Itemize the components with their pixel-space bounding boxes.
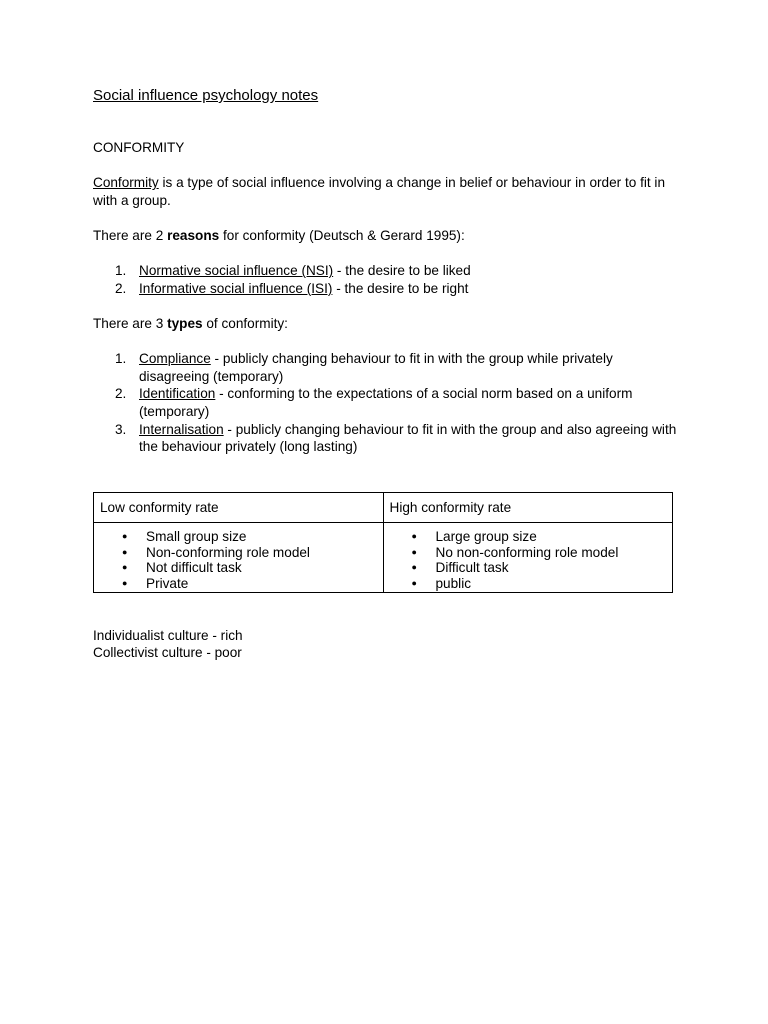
document-content bbox=[93, 86, 678, 662]
list-item-term: Informative social influence (ISI) bbox=[139, 280, 333, 296]
bullet-icon: ● bbox=[411, 546, 417, 557]
types-intro-post: of conformity: bbox=[202, 315, 288, 331]
list-item bbox=[93, 280, 678, 298]
reasons-intro-post: for conformity (Deutsch & Gerard 1995): bbox=[219, 227, 465, 243]
list-item bbox=[390, 576, 667, 592]
list-item-text: Large group size bbox=[435, 529, 537, 545]
list-item-term: Internalisation bbox=[139, 421, 224, 437]
culture-line: Collectivist culture - poor bbox=[93, 645, 242, 661]
bullet-icon: ● bbox=[411, 562, 417, 573]
list-number: 1. bbox=[115, 263, 127, 279]
low-factors-list bbox=[100, 529, 377, 591]
reasons-intro-pre: There are 2 bbox=[93, 227, 168, 243]
reasons-list bbox=[93, 262, 678, 297]
table-header-low: Low conformity rate bbox=[94, 492, 384, 523]
definition-paragraph bbox=[93, 174, 678, 209]
types-intro bbox=[93, 315, 678, 333]
table-header-row bbox=[94, 492, 673, 523]
list-item-term: Identification bbox=[139, 386, 216, 402]
reasons-intro bbox=[93, 227, 678, 245]
list-item-text: Private bbox=[146, 576, 189, 592]
list-item bbox=[390, 529, 667, 545]
bullet-icon: ● bbox=[411, 578, 417, 589]
conformity-rate-table bbox=[93, 492, 673, 593]
list-item-desc: - publicly changing behaviour to fit in with the group while privately disagreeing (temporary) bbox=[139, 351, 613, 384]
list-number: 2. bbox=[115, 280, 127, 296]
list-number: 1. bbox=[115, 351, 127, 367]
table-cell-high bbox=[383, 523, 673, 592]
table-cell-low bbox=[94, 523, 384, 592]
list-number: 3. bbox=[115, 421, 127, 437]
types-intro-bold: types bbox=[167, 315, 203, 331]
table-header-high: High conformity rate bbox=[383, 492, 673, 523]
list-item bbox=[100, 545, 377, 561]
list-item-desc: - the desire to be right bbox=[332, 280, 469, 296]
types-intro-pre: There are 3 bbox=[93, 315, 168, 331]
bullet-icon: ● bbox=[122, 578, 128, 589]
list-item bbox=[100, 560, 377, 576]
list-item bbox=[93, 385, 678, 420]
list-item-desc: - conforming to the expectations of a social norm based on a uniform (temporary) bbox=[139, 386, 633, 419]
definition-term: Conformity bbox=[93, 175, 159, 191]
bullet-icon: ● bbox=[122, 531, 128, 542]
bullet-icon: ● bbox=[411, 531, 417, 542]
reasons-intro-bold: reasons bbox=[167, 227, 220, 243]
list-item-text: No non-conforming role model bbox=[435, 544, 619, 560]
list-item bbox=[100, 529, 377, 545]
list-item-term: Normative social influence (NSI) bbox=[139, 263, 334, 279]
types-list bbox=[93, 350, 678, 456]
list-item-text: Small group size bbox=[146, 529, 247, 545]
list-item bbox=[93, 350, 678, 385]
section-heading: CONFORMITY bbox=[93, 140, 185, 155]
list-item bbox=[390, 560, 667, 576]
list-item-text: Not difficult task bbox=[146, 560, 242, 576]
culture-line: Individualist culture - rich bbox=[93, 627, 243, 643]
list-item-desc: - publicly changing behaviour to fit in with the group and also agreeing with the behaviour privately (long lasting) bbox=[139, 421, 677, 455]
list-item-text: public bbox=[435, 576, 472, 592]
list-item-desc: - the desire to be liked bbox=[333, 263, 471, 279]
list-item bbox=[93, 262, 678, 280]
list-item-term: Compliance bbox=[139, 351, 211, 367]
list-item-text: Non-conforming role model bbox=[146, 544, 310, 560]
definition-text: is a type of social influence involving a change in belief or behaviour in order to fit in with a group. bbox=[93, 175, 666, 208]
high-factors-list bbox=[390, 529, 667, 591]
bullet-icon: ● bbox=[122, 546, 128, 557]
culture-notes bbox=[93, 627, 678, 662]
document-title: Social influence psychology notes bbox=[93, 87, 319, 104]
list-item-text: Difficult task bbox=[435, 560, 509, 576]
list-item bbox=[100, 576, 377, 592]
bullet-icon: ● bbox=[122, 562, 128, 573]
list-number: 2. bbox=[115, 386, 127, 402]
list-item bbox=[93, 421, 678, 456]
table-row bbox=[94, 523, 673, 592]
list-item bbox=[390, 545, 667, 561]
